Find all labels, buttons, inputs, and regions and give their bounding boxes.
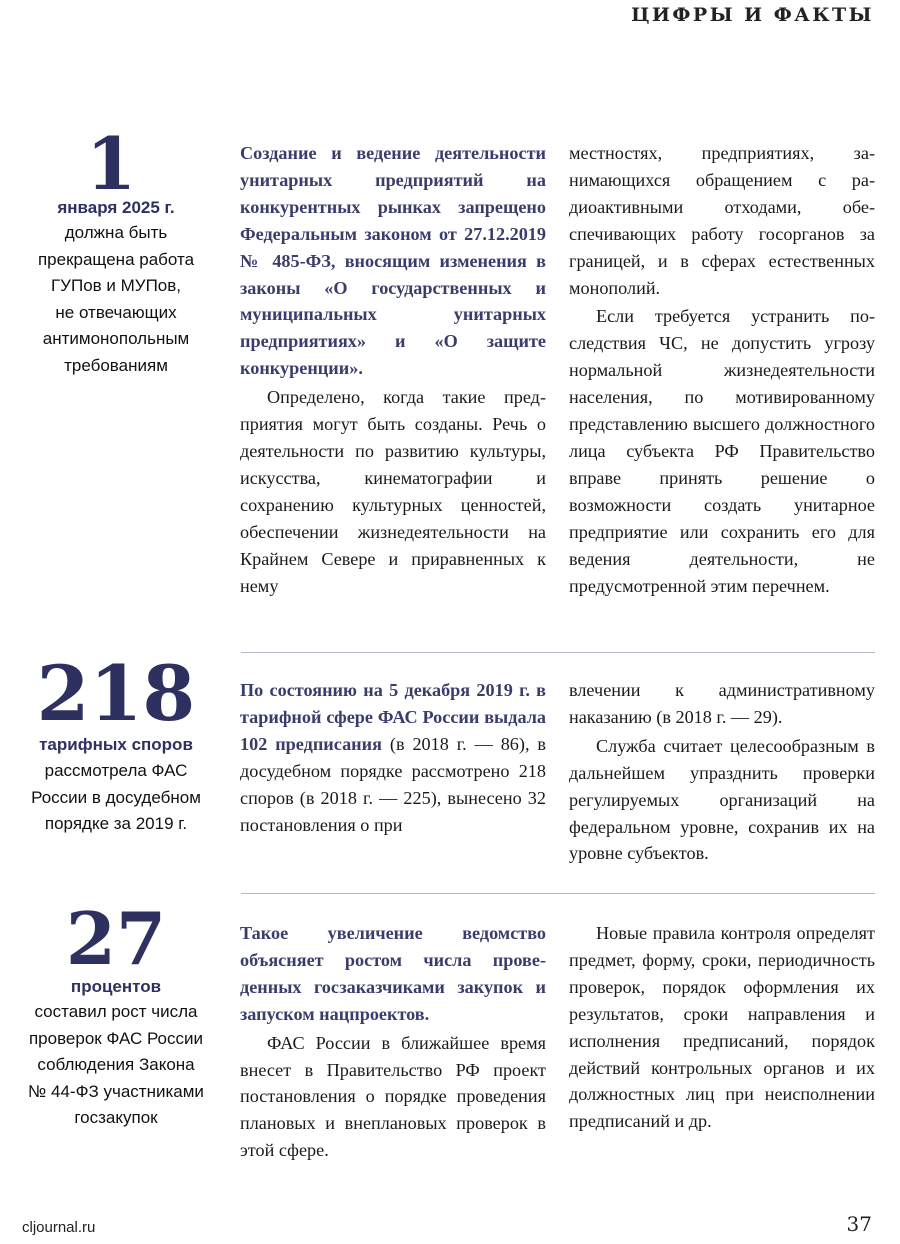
article-column-left (240, 140, 546, 599)
stat-description: рассмотрела ФАС России в досудебном порядке за 2019 г. (31, 761, 201, 833)
body-paragraph: местностях, предприятиях, занимающихся обращением с радиоактивными отходами, обеспечивающих работу госорганов за границей, и в сферах естественных монополий. (569, 143, 875, 298)
article-column-right (569, 677, 875, 867)
lead-paragraph: Создание и ведение деятельности унитарных предприятий на конкурентных рынках запрещено Федеральным законом от 27.12.2019 № 485-ФЗ, вносящим изменения в законы «О государственных и муниципальных унитарных предприятиях» и «О защите конкуренции». (240, 143, 546, 379)
lead-paragraph: Такое увеличение ведомство объясняет ростом числа проведенных госзаказчиками закупок и запуском нацпроектов. (240, 923, 546, 1024)
page-number: 37 (846, 1212, 872, 1236)
stat-label: января 2025 г. (57, 198, 175, 217)
article-column-right (569, 920, 875, 1135)
footer-site-link[interactable]: cljournal.ru (22, 1219, 96, 1236)
body-paragraph: Служба считает целесообразным в дальнейшем упразднить проверки регулируемых организаций на федеральном уровне, сохранив их на уровне субъектов. (569, 735, 875, 864)
article-column-left (240, 920, 546, 1164)
article-column-left (240, 677, 546, 838)
stat-number: 218 (36, 649, 196, 738)
lead-text: По состоянию на 5 декабря 2019 г. в тарифной сфере ФАС России выдала 102 предписания (240, 680, 546, 754)
body-paragraph: ФАС России в ближайшее время внесет в Правительство РФ проект постановления о порядке проведения плановых и внеплановых проверок в этой сфере. (240, 1032, 546, 1161)
article-column-right (569, 140, 875, 599)
body-paragraph: Если требуется устранить последствия ЧС, не допустить угрозу нормальной жизнедеятельности населения, по мотивированному представлению высшего должностного лица субъекта РФ Правительство вправе принять решение о возможности создать унитарное предприятие или сохранить его для ведения деятельности, не предусмотренной этим перечнем. (569, 306, 875, 596)
body-paragraph: влечении к административному наказанию (в 2018 г. — 29). (569, 680, 875, 727)
page-header-title: ЦИФРЫ И ФАКТЫ (631, 4, 874, 26)
stat-description: составил рост числа проверок ФАС России соблюдения Закона № 44-ФЗ участниками госзакупок (28, 1002, 204, 1127)
section-divider (241, 893, 875, 894)
stat-description: должна быть прекращена работа ГУПов и МУПов, не отвечающих антимонопольным требованиям (37, 223, 195, 375)
body-paragraph: Новые правила контроля определят предмет, форму, сроки, периодичность проверок, порядок оформления их результатов, сроки направления и исполнения предписаний, порядок действий контрольных органов и их должностных лиц при неисполнении предписаний и др. (569, 923, 875, 1132)
section-divider (241, 652, 875, 653)
body-text: (в 2018 г. — 86), в досудебном порядке рассмотрено 218 споров (в 2018 г. — 225), вынесено 32 постановления о при (240, 733, 546, 835)
stat-label: тарифных споров (39, 735, 193, 754)
stat-label: процентов (70, 977, 162, 996)
stat-number: 1 (85, 121, 137, 206)
stat-number: 27 (65, 896, 167, 981)
body-paragraph: Определено, когда такие предприятия могут быть созданы. Речь о деятельности по развитию культуры, искусства, кинематографии и сохранению культурных ценностей, обеспечении жизнедеятельности на Крайнем Севере и приравненных к нему (240, 387, 546, 596)
